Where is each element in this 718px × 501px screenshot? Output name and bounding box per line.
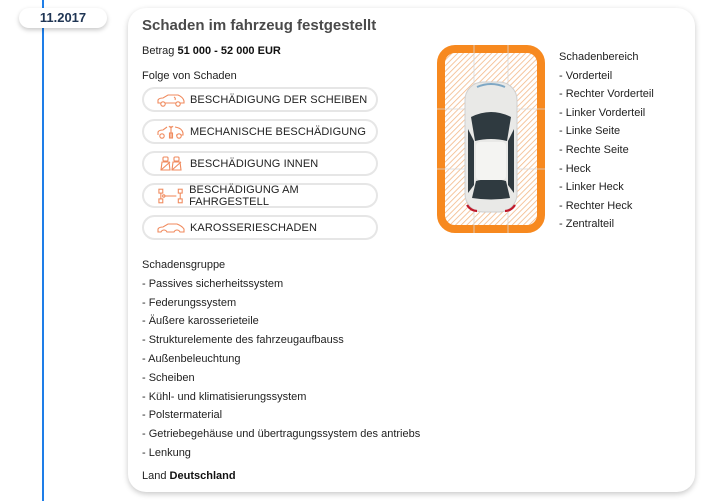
group-item: - Polstermaterial [142, 409, 223, 422]
group-item: - Kühl- und klimatisierungssystem [142, 390, 307, 403]
zone-item: - Linker Heck [559, 181, 624, 194]
date-badge: 11.2017 [19, 8, 107, 28]
amount-label: Betrag [142, 45, 175, 57]
zone-item: - Linker Vorderteil [559, 106, 646, 119]
damage-zone-list [559, 48, 654, 234]
consequence-label-text: BESCHÄDIGUNG AM FAHRGESTELL [189, 183, 299, 208]
consequence-list [142, 87, 378, 247]
consequence-chip-interior[interactable] [142, 151, 378, 176]
car-seats-icon [156, 156, 186, 172]
damage-zone-diagram [437, 45, 545, 233]
zone-item: - Rechter Vorderteil [559, 88, 654, 101]
event-title: Schaden im fahrzeug festgestellt [142, 17, 377, 34]
timeline-line [42, 0, 44, 501]
amount-row [142, 45, 281, 57]
country-label: Land [142, 470, 167, 482]
amount-value: 51 000 - 52 000 EUR [177, 45, 281, 57]
chassis-icon [156, 188, 185, 204]
group-item: - Getriebegehäuse und übertragungssystem des antriebs [142, 428, 421, 441]
zone-item: - Rechte Seite [559, 143, 629, 156]
consequence-chip-mechanical[interactable] [142, 119, 378, 144]
consequence-label-text: KAROSSERIESCHADEN [190, 221, 318, 234]
car-wrench-icon [156, 124, 186, 140]
damage-group-list [142, 256, 420, 463]
group-item: - Scheiben [142, 371, 195, 384]
consequence-chip-body[interactable] [142, 215, 378, 240]
country-row [142, 470, 236, 482]
group-heading: Schadensgruppe [142, 259, 226, 271]
car-body-icon [156, 220, 186, 236]
group-item: - Federungssystem [142, 296, 237, 309]
group-item: - Lenkung [142, 446, 191, 459]
car-glass-icon [156, 92, 186, 108]
consequence-label-text: BESCHÄDIGUNG DER SCHEIBEN [190, 93, 368, 106]
group-item: - Passives sicherheitssystem [142, 277, 284, 290]
consequence-chip-chassis[interactable] [142, 183, 378, 208]
consequence-chip-glass[interactable] [142, 87, 378, 112]
consequence-label: Folge von Schaden [142, 70, 237, 82]
zone-item: - Zentralteil [559, 218, 615, 231]
country-value: Deutschland [169, 470, 236, 482]
group-item: - Außenbeleuchtung [142, 352, 241, 365]
car-top-view-icon [465, 82, 517, 212]
consequence-label-text: MECHANISCHE BESCHÄDIGUNG [190, 125, 366, 138]
group-item: - Äußere karosserieteile [142, 315, 259, 328]
zone-item: - Heck [559, 162, 591, 175]
zone-item: - Linke Seite [559, 125, 621, 138]
zone-item: - Vorderteil [559, 69, 613, 82]
damage-event-card [128, 8, 695, 492]
consequence-label-text: BESCHÄDIGUNG INNEN [190, 157, 319, 170]
zone-heading: Schadenbereich [559, 51, 639, 63]
group-item: - Strukturelemente des fahrzeugaufbauss [142, 334, 344, 347]
zone-item: - Rechter Heck [559, 199, 633, 212]
